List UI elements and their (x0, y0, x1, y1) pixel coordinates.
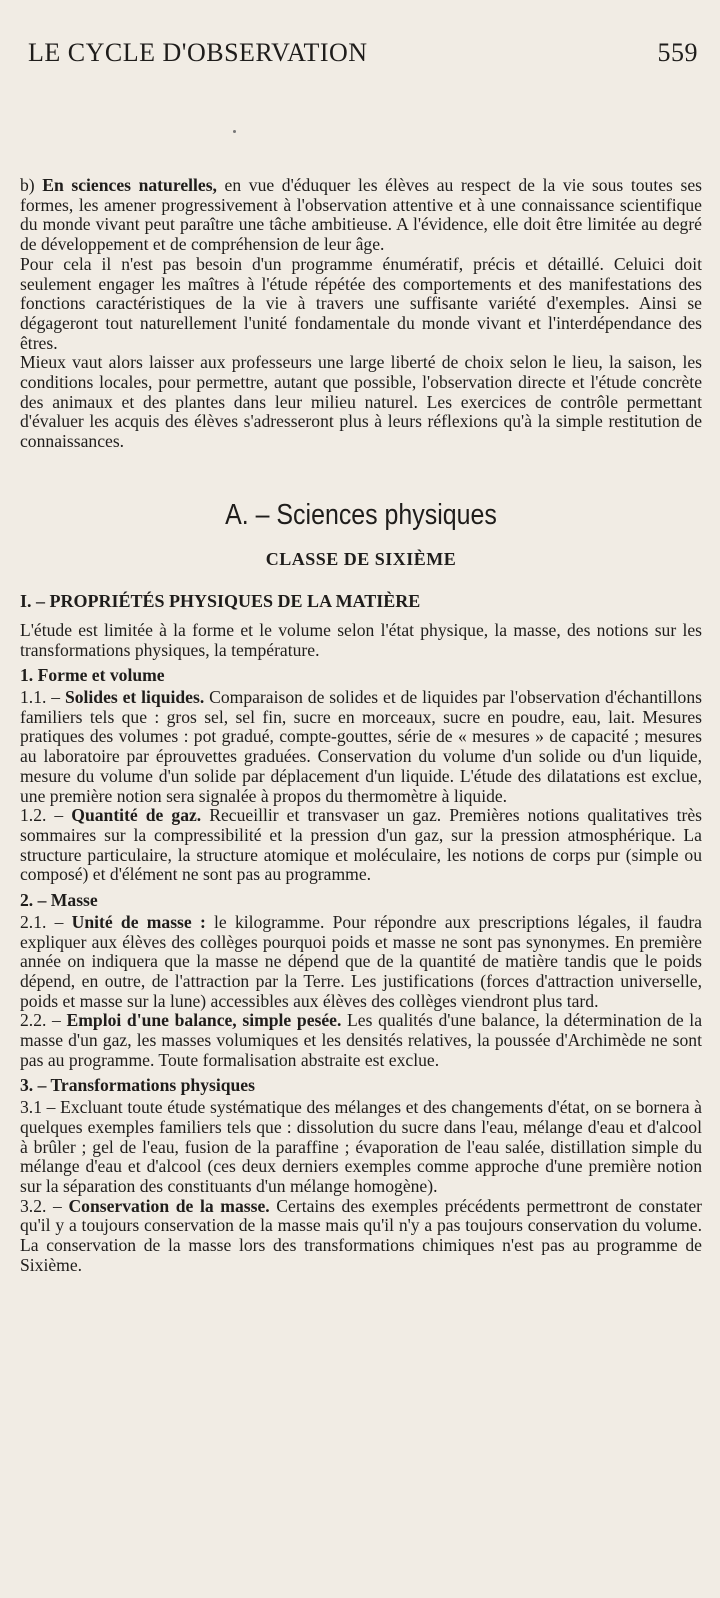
page-number: 559 (657, 38, 698, 67)
bold-3-2: Conservation de la masse. (68, 1195, 270, 1216)
heading-forme-volume: 1. Forme et volume (20, 665, 165, 686)
number-3-2: 3.2. – (20, 1195, 69, 1216)
page-body (20, 176, 702, 1275)
running-title: LE CYCLE D'OBSERVATION (28, 38, 368, 67)
heading-transformations: 3. – Transformations physiques (20, 1075, 255, 1096)
section-title: A. – Sciences physiques (225, 498, 497, 531)
paragraph-3-2 (20, 1197, 702, 1276)
text-3-2: Certains des exemples précédents permettront de constater qu'il y a toujours conservation de la masse mais qu'il n'y a pas toujours conservation du volume. La conservation de la masse lors des transformations chimiques n'est pas au programme de Sixième. (20, 1195, 702, 1275)
number-2-2: 2.2. – (20, 1010, 67, 1031)
number-1-2: 1.2. – (20, 805, 72, 826)
number-2-1: 2.1. – (20, 911, 72, 932)
intro-paragraph-1 (20, 176, 702, 255)
bold-2-2: Emploi d'une balance, simple pesée. (66, 1010, 342, 1031)
bold-2-1: Unité de masse : (71, 911, 206, 932)
print-speck (233, 130, 236, 133)
number-1-1: 1.1. – (20, 687, 65, 708)
text-1-2: Recueillir et transvaser un gaz. Premières notions qualitatives très sommaires sur la compressibilité et la pression d'un gaz, sur la pression atmosphérique. La structure particulaire, la structure atomique et moléculaire, les notions de corps pur (simple ou composé) et d'élément ne sont pas au programme. (20, 805, 702, 885)
intro-paragraph-3: Mieux vaut alors laisser aux professeurs une large liberté de choix selon le lieu, la saison, les conditions locales, pour permettre, autant que possible, l'observation directe et l'étude concrète des animaux et des plantes dans leur milieu naturel. Les exercices de contrôle permettant d'évaluer les acquis des élèves s'adresseront plus à leurs réflexions qu'à la simple restitution de connaissances. (20, 352, 702, 452)
part-intro: L'étude est limitée à la forme et le volume selon l'état physique, la masse, des notions sur les transformations physiques, la température. (20, 619, 702, 660)
text-1-1: Comparaison de solides et de liquides par l'observation d'échantillons familiers tels que : gros sel, sel fin, sucre en morceaux, sucre en poudre, eau, lait. Mesures pratiques des volumes : pot gradué, compte-gouttes, série de « mesures » de capacité ; mesures au laboratoire par éprouvettes graduées. Conservation du volume d'un solide ou d'un liquide, mesure du volume d'un solide par déplacement d'un liquide. L'étude des dilatations est exclue, une première notion sera signalée à propos du thermomètre à liquide. (20, 687, 703, 806)
intro-text-1: en vue d'éduquer les élèves au respect de la vie sous toutes ses formes, les amener progressivement à l'observation attentive et à une connaissance scientifique du monde vivant peut paraître une tâche ambitieuse. A l'évidence, elle doit être limitée au degré de développement et de compréhension de leur âge. (20, 175, 702, 255)
paragraph-2-2 (20, 1011, 702, 1070)
part-title: I. – PROPRIÉTÉS PHYSIQUES DE LA MATIÈRE (20, 591, 421, 612)
text-2-1: le kilogramme. Pour répondre aux prescriptions légales, il faudra expliquer aux élèves des collèges pourquoi poids et masse ne sont pas synonymes. En première année on indiquera que la masse ne dépend que de la quantité de matière tandis que le poids dépend, en outre, de l'attraction par la Terre. Les justifications (forces d'attraction universelle, poids et masse sur la lune) accessibles aux élèves des collèges viendront plus tard. (20, 911, 702, 1011)
bold-1-1: Solides et liquides. (64, 687, 205, 708)
lead-bold: En sciences naturelles, (42, 175, 217, 195)
bold-1-2: Quantité de gaz. (71, 805, 202, 826)
intro-paragraph-2: Pour cela il n'est pas besoin d'un programme énumératif, précis et détaillé. Celuici doit seulement engager les maîtres à l'étude répétée des comportements et des manifestations des fonctions caractéristiques de la vie à travers une suffisante variété d'exemples. Ainsi se dégageront tout naturellement l'unité fondamentale du monde vivant et l'interdépendance des êtres. (20, 253, 702, 353)
paragraph-3-1: 3.1 – Excluant toute étude systématique des mélanges et des changements d'état, on se bornera à quelques exemples familiers tels que : dissolution du sucre dans l'eau, mélange d'eau et d'alcool à brûler ; gel de l'eau, fusion de la paraffine ; évaporation de l'eau salée, distillation simple du mélange d'eau et d'alcool (ces deux derniers exemples comme approche d'une première notion sur la séparation des constituants d'un mélange homogène). (20, 1097, 702, 1196)
heading-masse: 2. – Masse (20, 890, 98, 911)
class-title: CLASSE DE SIXIÈME (265, 548, 457, 569)
paragraph-1-1 (20, 688, 702, 806)
text-2-2: Les qualités d'une balance, la détermination de la masse d'un gaz, les masses volumiques et les densités relatives, la poussée d'Archimède ne sont pas au programme. Toute formalisation abstraite est exclue. (20, 1010, 703, 1070)
lead-label: b) (20, 175, 35, 195)
paragraph-1-2 (20, 806, 702, 885)
running-head (28, 38, 698, 68)
paragraph-2-1 (20, 913, 702, 1012)
